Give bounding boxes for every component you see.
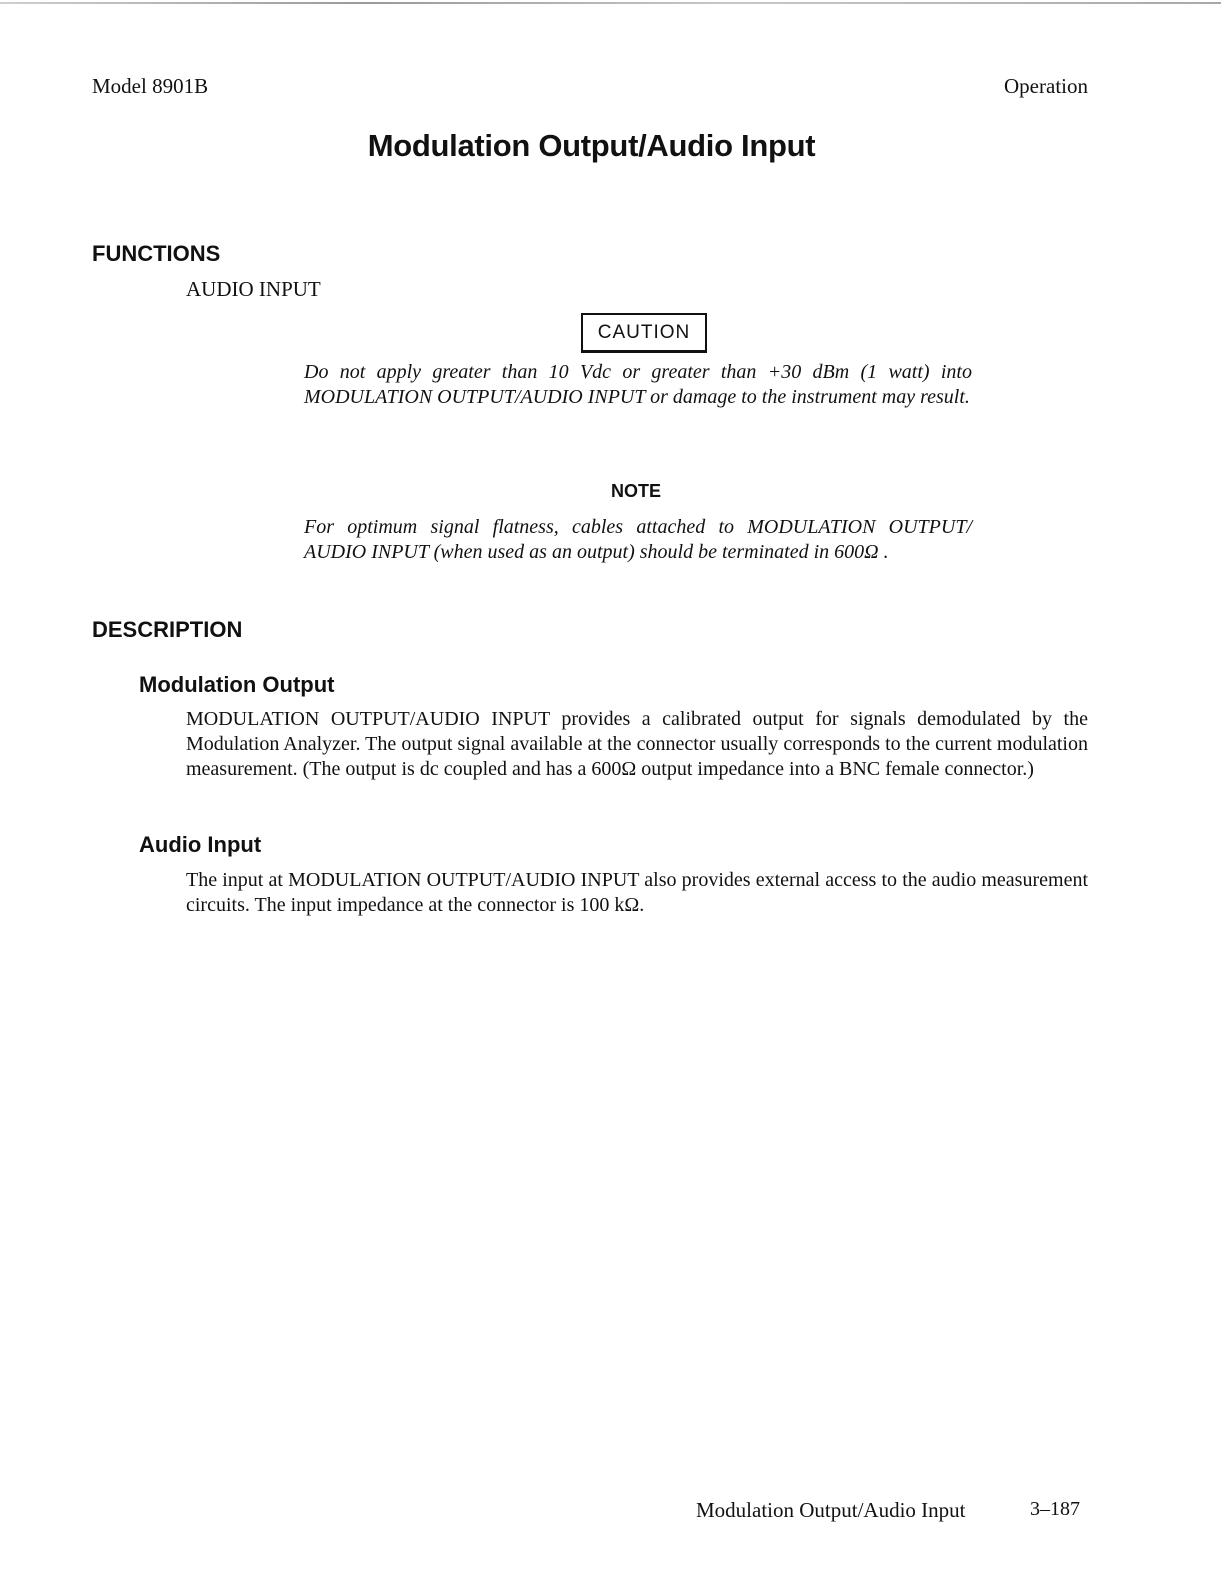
audio-input-text: The input at MODULATION OUTPUT/AUDIO INPUT also provides external access to the audio measurement circuits. The input impedance at the connector is 100 kΩ. [186, 869, 1088, 916]
description-heading: DESCRIPTION [92, 617, 243, 642]
page-title: Modulation Output/Audio Input [367, 128, 816, 163]
function-item-audio-input: AUDIO INPUT [186, 277, 321, 301]
footer-title: Modulation Output/Audio Input [696, 1498, 966, 1522]
scan-edge-line [0, 2, 1221, 4]
header-model: Model 8901B [92, 74, 209, 98]
note-label: NOTE [611, 481, 662, 501]
footer-page-number: 3–187 [1030, 1498, 1080, 1520]
modulation-output-text: MODULATION OUTPUT/AUDIO INPUT provides a calibrated output for signals demodulated by the Modulation Analyzer. The output signal available at the connector usually corresponds to the current modulation measurement. (The output is dc coupled and has a 600Ω output impedance into a BNC female connector.) [186, 708, 1088, 780]
modulation-output-heading: Modulation Output [139, 672, 335, 697]
header-section: Operation [1004, 74, 1088, 98]
functions-heading: FUNCTIONS [92, 241, 221, 266]
note-text: For optimum signal flatness, cables attached to MODULATION OUTPUT/ AUDIO INPUT (when used as an output) should be terminated in 600Ω . [304, 516, 972, 563]
caution-label: CAUTION [581, 313, 707, 353]
caution-text: Do not apply greater than 10 Vdc or greater than +30 dBm (1 watt) into MODULATION OUTPUT/AUDIO INPUT or damage to the instrument may result. [304, 361, 972, 408]
audio-input-heading: Audio Input [139, 832, 262, 857]
